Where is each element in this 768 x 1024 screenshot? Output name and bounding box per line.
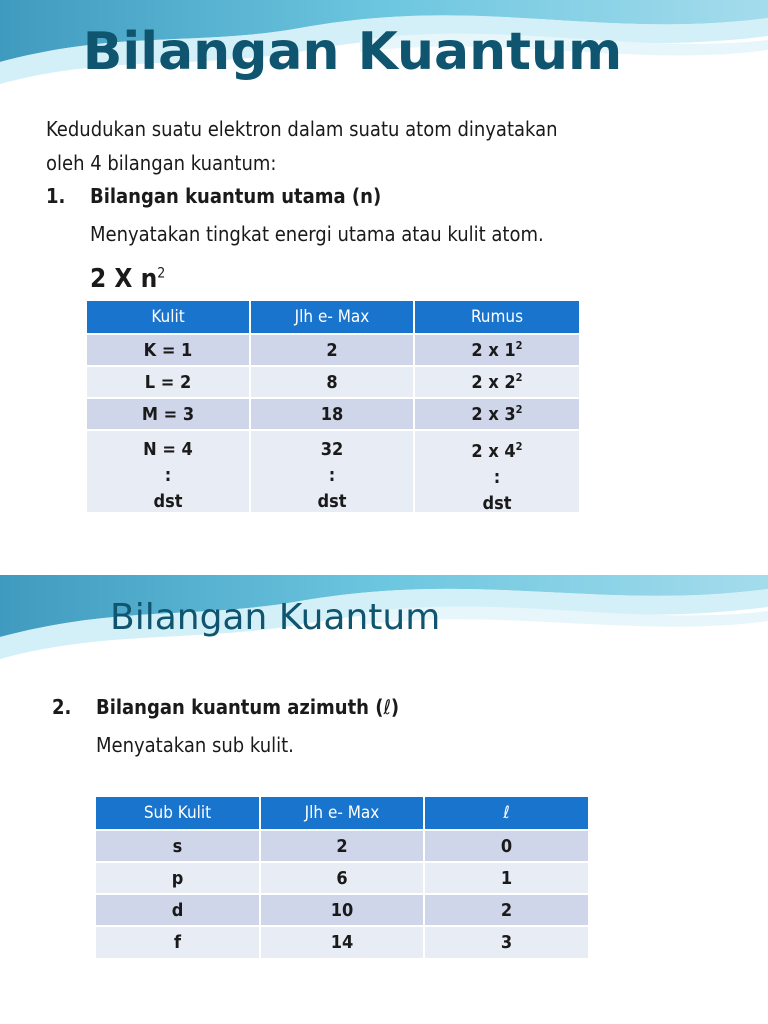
table-row bbox=[96, 894, 588, 926]
intro-line-1: Kedudukan suatu elektron dalam suatu atom dinyatakan bbox=[46, 117, 558, 141]
item-2-description: Menyatakan sub kulit. bbox=[96, 733, 294, 757]
cell-max: 8 bbox=[250, 366, 414, 398]
cell-kulit: M = 3 bbox=[87, 398, 250, 430]
cell-max: 6 bbox=[260, 862, 424, 894]
page-title: Bilangan Kuantum bbox=[82, 22, 623, 82]
kulit-table bbox=[87, 301, 579, 512]
cell-max: 32 : dst bbox=[250, 430, 414, 512]
cell-sub-kulit: d bbox=[96, 894, 260, 926]
item-1-number: 1. bbox=[46, 184, 66, 208]
table-row bbox=[87, 366, 579, 398]
header-max-electrons: Jlh e- Max bbox=[260, 797, 424, 830]
table-header-row bbox=[96, 797, 588, 830]
cell-max: 2 bbox=[250, 334, 414, 366]
header-kulit: Kulit bbox=[87, 301, 250, 334]
cell-max: 10 bbox=[260, 894, 424, 926]
cell-sub-kulit: f bbox=[96, 926, 260, 958]
item-1-description: Menyatakan tingkat energi utama atau kulit atom. bbox=[90, 222, 544, 246]
table-row bbox=[87, 334, 579, 366]
slide-2 bbox=[0, 575, 768, 1024]
cell-l: 2 bbox=[424, 894, 588, 926]
page-title: Bilangan Kuantum bbox=[110, 597, 441, 638]
intro-line-2: oleh 4 bilangan kuantum: bbox=[46, 151, 277, 175]
formula-base: 2 X bbox=[90, 264, 141, 294]
cell-kulit: L = 2 bbox=[87, 366, 250, 398]
table-header-row bbox=[87, 301, 579, 334]
cell-l: 1 bbox=[424, 862, 588, 894]
header-azimuth-symbol: ℓ bbox=[424, 797, 588, 830]
cell-l: 3 bbox=[424, 926, 588, 958]
cell-kulit: K = 1 bbox=[87, 334, 250, 366]
table-row bbox=[96, 926, 588, 958]
formula-exponent: 2 bbox=[157, 265, 166, 282]
cell-l: 0 bbox=[424, 830, 588, 862]
table-row bbox=[87, 398, 579, 430]
table-row bbox=[96, 862, 588, 894]
header-sub-kulit: Sub Kulit bbox=[96, 797, 260, 830]
cell-rumus: 2 x $2^2$ bbox=[414, 366, 579, 398]
table-row bbox=[96, 830, 588, 862]
subkulit-table bbox=[96, 797, 588, 958]
formula-variable: n bbox=[140, 264, 158, 294]
item-1-title: Bilangan kuantum utama (n) bbox=[90, 184, 382, 208]
cell-rumus: 2 x $1^2$ bbox=[414, 334, 579, 366]
cell-rumus: 2 x $3^2$ bbox=[414, 398, 579, 430]
formula bbox=[90, 264, 165, 294]
header-max-electrons: Jlh e- Max bbox=[250, 301, 414, 334]
cell-max: 18 bbox=[250, 398, 414, 430]
cell-max: 2 bbox=[260, 830, 424, 862]
item-2-number: 2. bbox=[52, 695, 72, 719]
cell-rumus: 2 x $4^2$ : dst bbox=[414, 430, 579, 512]
cell-max: 14 bbox=[260, 926, 424, 958]
item-2-title: Bilangan kuantum azimuth (ℓ) bbox=[96, 695, 400, 719]
table-row bbox=[87, 430, 579, 512]
cell-kulit: N = 4 : dst bbox=[87, 430, 250, 512]
cell-sub-kulit: p bbox=[96, 862, 260, 894]
cell-sub-kulit: s bbox=[96, 830, 260, 862]
header-rumus: Rumus bbox=[414, 301, 579, 334]
